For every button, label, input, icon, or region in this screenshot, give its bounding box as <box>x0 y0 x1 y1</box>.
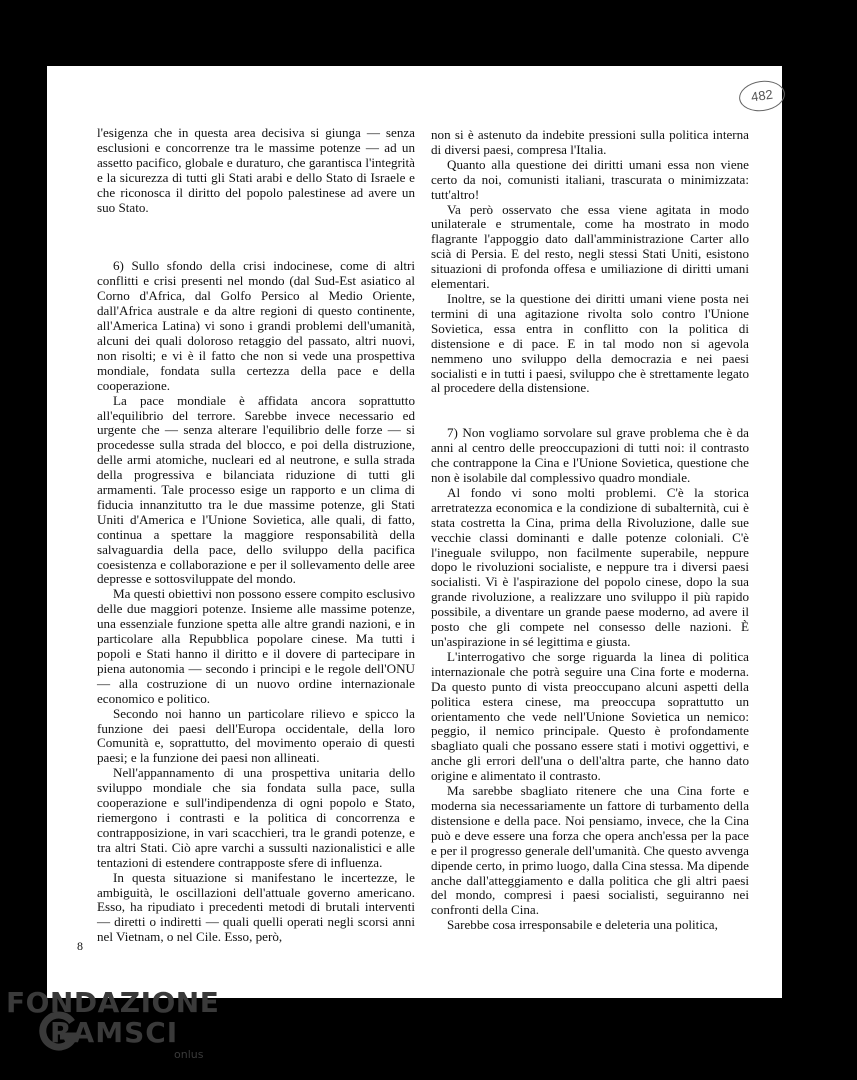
right-text-column <box>431 128 749 933</box>
paragraph: Al fondo vi sono molti problemi. C'è la storica arretratezza economica e la condizione di subalternità, cui è stata costretta la Cina, prima della Rivoluzione, dalle sue vecchie classi dominanti e dalle potenze coloniali. C'è l'ineguale sviluppo, non facilmente superabile, neppure dopo le rivoluzioni socialiste, e neppure tra i diversi paesi socialisti. Vi è l'aspirazione del popolo cinese, dopo la sua grande rivoluzione, a realizzare uno sviluppo il più rapido possibile, a diventare un grande paese moderno, ad avere il posto che gli compete nel consesso delle nazioni. È un'aspirazione in sé legittima e giusta. <box>431 484 749 649</box>
section-7-paragraph: 7) Non vogliamo sorvolare sul grave problema che è da anni al centro delle preoccupazioni di tutti noi: il contrasto che contrappone la Cina e l'Unione Sovietica, questione che non è isolabile dal complessivo quadro mondiale. <box>431 425 749 486</box>
paragraph: La pace mondiale è affidata ancora soprattutto all'equilibrio del terrore. Sarebbe invece necessario ed urgente che — senza alterare l'equilibrio delle forze — si procedesse sulla strada del blocco, e poi della distruzione, delle armi atomiche, nucleari ed al neutrone, e sulla strada della progressiva e bilanciata riduzione di tutti gli armamenti. Tale processo esige un rapporto e un clima di fiducia innanzitutto tra le due massime potenze, gli Stati Uniti d'America e l'Unione Sovietica, alle quali, di fatto, continua a spettare la maggiore responsabilità della salvaguardia della pace, dello sviluppo della pacifica coesistenza e collaborazione e per il sollevamento delle aree depresse e sottosviluppate del mondo. <box>97 392 415 587</box>
paragraph: L'interrogativo che sorge riguarda la linea di politica internazionale che potrà seguire una Cina forte e moderna. Da questo punto di vista preoccupano alcuni aspetti della politica estera cinese, ma preoccupa soprattutto un orientamento che vede nell'Unione Sovietica un nemico: peggio, il nemico principale. Questo è profondamente sbagliato quali che possano essere stati i motivi oggettivi, e anche gli errori dell'una o dell'altra parte, che hanno dato origine e alimentato il contrasto. <box>431 648 749 784</box>
paragraph: l'esigenza che in questa area decisiva si giunga — senza esclusioni e concorrenze tra le massime potenze — ad un assetto pacifico, globale e duraturo, che garantisca l'integrità e la sicurezza di tutti gli Stati arabi e dello Stato di Israele e che riconosca il diritto del popolo palestinese ad avere un suo Stato. <box>97 125 415 215</box>
paragraph: Ma questi obiettivi non possono essere compito esclusivo delle due maggiori potenze. Insieme alle massime potenze, una essenziale funzione spetta alle altre grandi nazioni, e in particolare alla Repubblica popolare cinese. Ma tutti i popoli e Stati hanno il diritto e il dovere di partecipare in piena autonomia — secondo i principi e le regole dell'ONU — alla costruzione di un nuovo ordine internazionale economico e politico. <box>97 586 415 706</box>
document-page <box>47 66 782 998</box>
paragraph: non si è astenuto da indebite pressioni sulla politica interna di diversi paesi, compresa l'Italia. <box>431 127 749 157</box>
paragraph: Ma sarebbe sbagliato ritenere che una Cina forte e moderna sia necessariamente un fattore di turbamento della distensione e della pace. Noi pensiamo, invece, che la Cina può e deve essere una forza che opera anch'essa per la pace e per il progresso generale dell'umanità. Che questo avvenga dipende certo, in primo luogo, dalla Cina stessa. Ma dipende anche dall'atteggiamento e dalla politica che gli altri paesi del mondo, compresi i paesi socialisti, seguiranno nei confronti della Cina. <box>431 783 749 918</box>
section-6-paragraph: 6) Sullo sfondo della crisi indocinese, come di altri conflitti e crisi presenti nel mondo (dal Sud-Est asiatico al Corno d'Africa, dal Golfo Persico al Medio Oriente, dall'Africa australe e da altre regioni di questo continente, all'America Latina) vi sono i grandi problemi dell'umanità, alcuni dei quali doloroso retaggio del passato, altri nuovi, non risolti; e vi è il fatto che non si vede una prospettiva mondiale, fondata sulla certezza della pace e della cooperazione. <box>97 258 415 393</box>
watermark-line-2: RAMSCI <box>50 1016 179 1049</box>
watermark-line-1: FONDAZIONE <box>6 986 220 1019</box>
paragraph: Nell'appannamento di una prospettiva unitaria dello sviluppo mondiale che sia fondata sulla pace, sulla cooperazione e sull'indipendenza di ogni popolo e Stato, riemergono i contrasti e la politica di concorrenza e contrapposizione, in vari scacchieri, tra le grandi potenze, e tra altri Stati. Ciò apre varchi a sussulti nazionalistici e alle tentazioni di estendere contrapposte sfere di influenza. <box>97 765 415 870</box>
paragraph: Quanto alla questione dei diritti umani essa non viene certo da noi, comunisti italiani, trascurata o minimizzata: tutt'altro! <box>431 156 749 202</box>
paragraph: Sarebbe cosa irresponsabile e deleteria una politica, <box>447 917 718 933</box>
paragraph: Va però osservato che essa viene agitata in modo unilaterale e strumentale, come ha mostrato in modo flagrante l'appoggio dato dall'amministrazione Carter allo scià di Persia. E del resto, negli stessi Stati Uniti, esistono situazioni di profonda offesa e umiliazione di diritti umani elementari. <box>431 201 749 292</box>
paragraph: Secondo noi hanno un particolare rilievo e spicco la funzione dei paesi dell'Europa occidentale, della loro Comunità e, soprattutto, del movimento operaio di questi paesi; e la funzione dei paesi non allineati. <box>97 705 415 766</box>
paragraph: In questa situazione si manifestano le incertezze, le ambiguità, le oscillazioni dell'attuale governo americano. Esso, ha ripudiato i precedenti metodi di brutali interventi — diretti o indiretti — quali quelli operati negli scorsi anni nel Vietnam, o nel Cile. Esso, però, <box>97 869 415 945</box>
archive-number-stamp: 482 <box>737 78 787 114</box>
left-text-column <box>97 126 415 945</box>
watermark-line-3: onlus <box>174 1048 204 1061</box>
page-number: 8 <box>77 939 83 953</box>
paragraph: Inoltre, se la questione dei diritti umani viene posta nei termini di una agitazione rivolta solo contro l'Unione Sovietica, essa entra in conflitto con la politica di distensione e di pace. E in tal modo non si agevola nemmeno uno sviluppo della democrazia e nei paesi socialisti e in tutti i paesi, sviluppo che è strettamente legato al procedere della distensione. <box>431 290 749 396</box>
